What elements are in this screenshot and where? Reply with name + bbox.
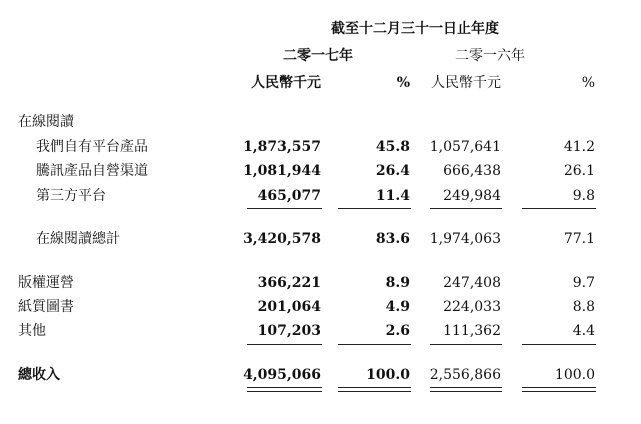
pct-2016: 9.7	[572, 275, 595, 291]
rule-value-2017	[247, 208, 322, 209]
rule-pct-2016	[522, 344, 596, 345]
double-rule-value-2017	[247, 387, 322, 392]
rule-pct-2017	[338, 208, 411, 209]
rule-value-2017	[247, 344, 322, 345]
row-label: 紙質圖書	[18, 299, 74, 315]
pct-2017: 26.4	[375, 163, 410, 179]
col-rmb-2017: 人民幣千元	[251, 75, 321, 91]
pct-2017: 8.9	[385, 275, 410, 291]
value-2016: 249,984	[443, 188, 501, 204]
row-label: 第三方平台	[36, 188, 106, 204]
row-label: 版權運營	[18, 275, 74, 291]
row-label: 在線閱讀總計	[36, 231, 120, 247]
value-2017: 3,420,578	[243, 231, 321, 247]
col-rmb-2016: 人民幣千元	[431, 75, 501, 91]
rule-value-2016	[430, 208, 502, 209]
value-2017: 1,873,557	[243, 139, 321, 155]
value-2017: 201,064	[257, 299, 321, 315]
pct-2016: 9.8	[572, 188, 595, 204]
value-2016: 111,362	[443, 323, 501, 339]
value-2016: 247,408	[443, 275, 501, 291]
value-2016: 1,057,641	[429, 139, 501, 155]
row-label: 騰訊產品自營渠道	[36, 163, 148, 179]
year-2016-heading: 二零一六年	[455, 48, 525, 64]
value-2017: 366,221	[257, 275, 321, 291]
section-online-reading: 在線閱讀	[18, 114, 74, 130]
double-rule-value-2016	[430, 387, 502, 392]
pct-2016: 100.0	[554, 367, 595, 383]
value-2017: 1,081,944	[243, 163, 321, 179]
rule-pct-2017	[338, 344, 411, 345]
value-2017: 465,077	[257, 188, 321, 204]
value-2016: 666,438	[443, 163, 501, 179]
col-pct-2016: %	[581, 75, 595, 91]
value-2016: 1,974,063	[429, 231, 501, 247]
pct-2016: 8.8	[572, 299, 595, 315]
pct-2017: 11.4	[375, 188, 410, 204]
pct-2017: 45.8	[375, 139, 410, 155]
value-2017: 4,095,066	[243, 367, 321, 383]
period-heading: 截至十二月三十一日止年度	[331, 21, 499, 37]
value-2016: 224,033	[443, 299, 501, 315]
year-2017-heading: 二零一七年	[283, 48, 353, 64]
pct-2017: 4.9	[385, 299, 410, 315]
pct-2016: 4.4	[572, 323, 595, 339]
row-label: 其他	[18, 323, 46, 339]
pct-2017: 83.6	[375, 231, 410, 247]
row-label: 總收入	[18, 367, 60, 383]
rule-value-2016	[430, 344, 502, 345]
double-rule-pct-2017	[338, 387, 411, 392]
row-label: 我們自有平台產品	[36, 139, 148, 155]
pct-2016: 26.1	[563, 163, 595, 179]
rule-pct-2016	[522, 208, 596, 209]
double-rule-pct-2016	[522, 387, 596, 392]
pct-2016: 41.2	[563, 139, 595, 155]
value-2016: 2,556,866	[429, 367, 501, 383]
pct-2017: 100.0	[366, 367, 410, 383]
col-pct-2017: %	[396, 75, 410, 91]
value-2017: 107,203	[257, 323, 321, 339]
pct-2017: 2.6	[385, 323, 410, 339]
pct-2016: 77.1	[563, 231, 595, 247]
